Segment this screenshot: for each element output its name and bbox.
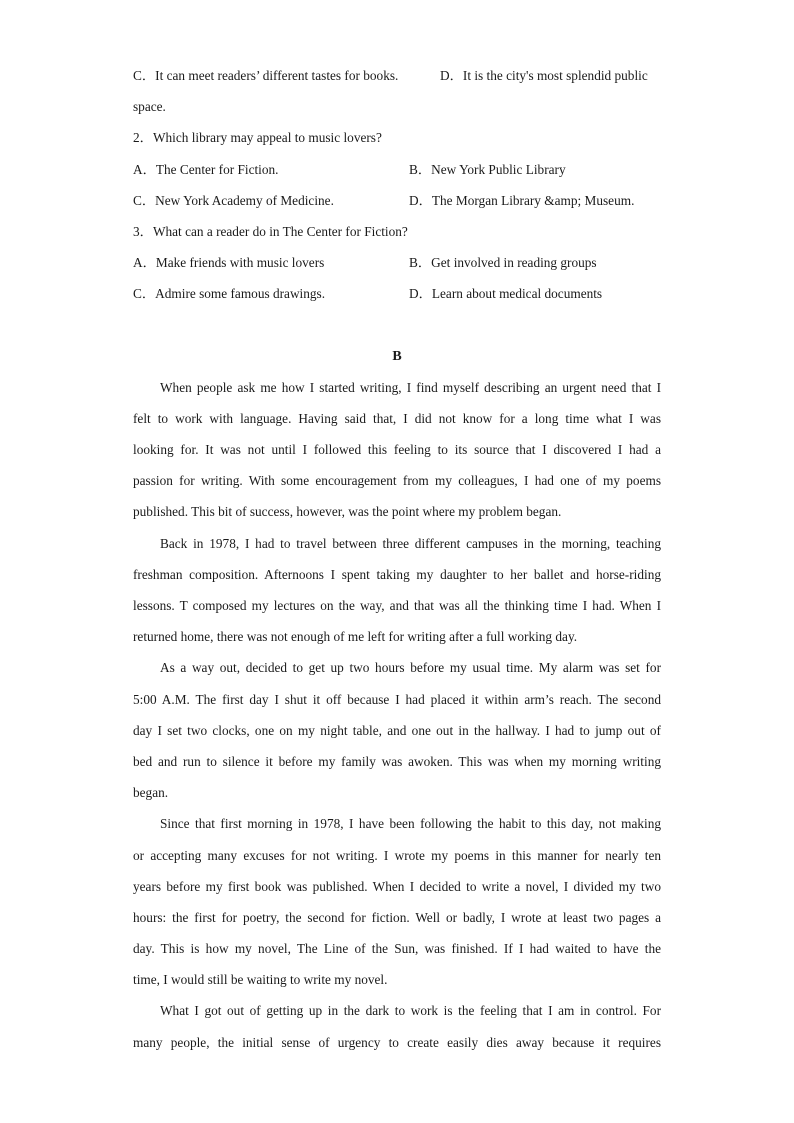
paragraph-2: [133, 528, 661, 653]
paragraph-line: looking for. It was not until I followed this feeling to its source that I discovered I had a: [133, 442, 661, 458]
question-3-option-d[interactable]: D．Learn about medical documents: [409, 286, 603, 302]
paragraph-line: As a way out, decided to get up two hours before my usual time. My alarm was set for: [160, 660, 661, 676]
paragraph-line: felt to work with language. Having said that, I did not know for a long time what I was: [133, 410, 661, 426]
paragraph-line: years before my first book was published. When I decided to write a novel, I divided my two: [133, 878, 661, 894]
question-3-stem: 3．What can a reader do in The Center for Fiction?: [133, 223, 408, 239]
paragraph-line: Since that first morning in 1978, I have been following the habit to this day, not making: [160, 816, 661, 832]
question-3-option-b[interactable]: B．Get involved in reading groups: [409, 255, 597, 271]
paragraph-line: day. This is how my novel, The Line of the Sun, was finished. If I had waited to have the: [133, 941, 661, 957]
section-title: B: [392, 348, 402, 364]
paragraph-1: [133, 372, 661, 528]
question-3-option-c[interactable]: C．Admire some famous drawings.: [133, 286, 326, 302]
question-2-option-c[interactable]: C．New York Academy of Medicine.: [133, 192, 334, 208]
question-3-options-row-ab: [133, 247, 661, 278]
paragraph-line: day I set two clocks, one on my night table, and one out in the hallway. I had to jump out of: [133, 722, 661, 738]
question-2-options-row-ab: [133, 154, 661, 185]
paragraph-line: or accepting many excuses for not writing. I wrote my poems in this manner for nearly ten: [133, 847, 661, 863]
paragraph-line: lessons. T composed my lectures on the way, and that was all the thinking time I had. When I: [133, 598, 661, 613]
paragraph-line: 5:00 A.M. The first day I shut it off because I had placed it within arm’s reach. The second: [133, 691, 661, 707]
question-1-option-d-continuation: space.: [133, 99, 166, 115]
paragraph-line: returned home, there was not enough of me left for writing after a full working day.: [133, 629, 578, 645]
paragraph-line: Back in 1978, I had to travel between three different campuses in the morning, teaching: [160, 535, 661, 551]
paragraph-line: When people ask me how I started writing, I find myself describing an urgent need that I: [160, 379, 661, 395]
question-3-option-a[interactable]: A．Make friends with music lovers: [133, 255, 325, 271]
question-2-option-a[interactable]: A．The Center for Fiction.: [133, 161, 279, 177]
question-2-option-b[interactable]: B．New York Public Library: [409, 161, 566, 177]
paragraph-4: [133, 808, 661, 995]
paragraph-5: [133, 995, 661, 1057]
question-2-stem: 2．Which library may appeal to music lovers?: [133, 130, 382, 146]
question-2-option-d[interactable]: D．The Morgan Library &amp; Museum.: [409, 192, 635, 208]
document-content: [133, 60, 661, 1058]
question-1-option-d[interactable]: D．It is the city's most splendid public: [440, 68, 648, 83]
paragraph-line: time, I would still be waiting to write my novel.: [133, 972, 388, 988]
question-1-option-c[interactable]: C．It can meet readers’ different tastes for books.: [133, 68, 399, 83]
question-2-options-row-cd: [133, 185, 661, 216]
paragraph-line: passion for writing. With some encouragement from my colleagues, I had one of my poems: [133, 473, 661, 489]
paragraph-3: [133, 652, 661, 808]
paragraph-line: many people, the initial sense of urgency to create easily dies away because it requires: [133, 1034, 661, 1050]
question-1-options-row-cd: [133, 60, 661, 91]
paragraph-line: What I got out of getting up in the dark to work is the feeling that I am in control. For: [160, 1003, 661, 1019]
paragraph-line: began.: [133, 785, 169, 801]
paragraph-line: published. This bit of success, however, was the point where my problem began.: [133, 504, 562, 520]
paragraph-line: bed and run to silence it before my family was awoken. This was when my morning writing: [133, 753, 661, 769]
paragraph-line: hours: the first for poetry, the second for fiction. Well or badly, I wrote at least two pages a: [133, 909, 661, 925]
paragraph-line: freshman composition. Afternoons I spent taking my daughter to her ballet and horse-riding: [133, 566, 661, 582]
question-3-options-row-cd: [133, 278, 661, 309]
